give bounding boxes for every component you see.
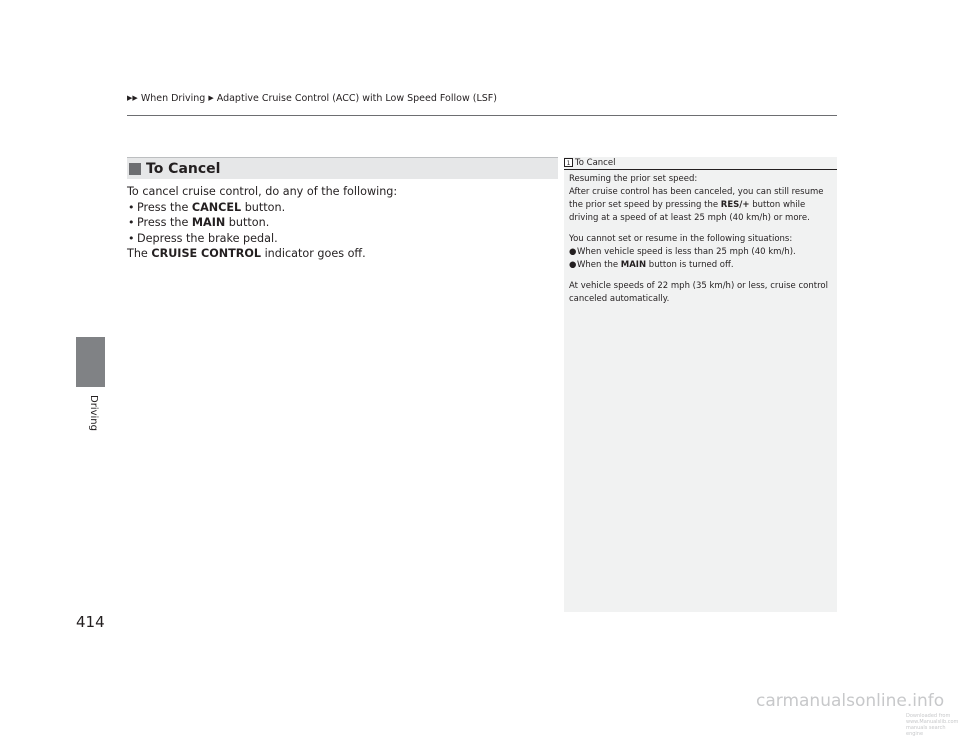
bullet-dot-icon: ● <box>569 260 577 270</box>
breadcrumb-item-when-driving[interactable]: When Driving <box>140 93 206 104</box>
section-intro: To cancel cruise control, do any of the following: <box>127 185 398 198</box>
bullet-dot-icon: ● <box>569 247 577 257</box>
breadcrumb-arrow-icon: ▶ <box>208 94 214 102</box>
bullet-dot-icon: • <box>128 216 135 230</box>
list-item: • Press the CANCEL button. <box>128 200 286 214</box>
watermark-subtext: Downloaded from www.Manualslib.com manuals search engine <box>906 713 959 737</box>
list-item: ● When the MAIN button is turned off. <box>569 260 734 270</box>
watermark-text: carmanualsonline.info <box>756 691 945 711</box>
square-bullet-icon <box>129 163 141 175</box>
section-title: To Cancel <box>146 160 221 177</box>
header-rule <box>127 115 837 116</box>
page-number: 414 <box>76 613 105 631</box>
list-item: • Press the MAIN button. <box>128 216 270 230</box>
cancel-methods-list <box>127 200 557 247</box>
breadcrumb-item-acc[interactable]: Adaptive Cruise Control (ACC) with Low Speed Follow (LSF) <box>216 93 497 104</box>
side-note-box <box>564 157 837 612</box>
bullet-dot-icon: • <box>128 231 135 245</box>
section-heading <box>127 157 558 179</box>
side-note-body <box>569 173 831 306</box>
side-note-title: 1 To Cancel <box>564 157 837 170</box>
list-item: • Depress the brake pedal. <box>128 231 278 245</box>
section-closing: The CRUISE CONTROL indicator goes off. <box>127 247 366 261</box>
section-body <box>127 184 557 262</box>
side-note-para: After cruise control has been canceled, you can still resume the prior set speed by pressing the RES/+ button while driving at a speed of at least 25 mph (40 km/h) or more. <box>569 187 824 223</box>
list-item: ● When vehicle speed is less than 25 mph (40 km/h). <box>569 247 796 257</box>
side-tab-label: Driving <box>88 395 99 431</box>
side-note-para: At vehicle speeds of 22 mph (35 km/h) or less, cruise control canceled automatically. <box>569 281 828 304</box>
bullet-dot-icon: • <box>128 200 135 214</box>
side-note-para: Resuming the prior set speed: <box>569 174 698 184</box>
breadcrumb-arrow-icon: ▶▶ <box>127 94 138 102</box>
watermark <box>756 691 959 737</box>
breadcrumb <box>127 93 497 104</box>
side-note-para: You cannot set or resume in the following situations: <box>569 234 793 244</box>
note-number-icon: 1 <box>564 158 573 167</box>
side-tab <box>76 337 105 387</box>
